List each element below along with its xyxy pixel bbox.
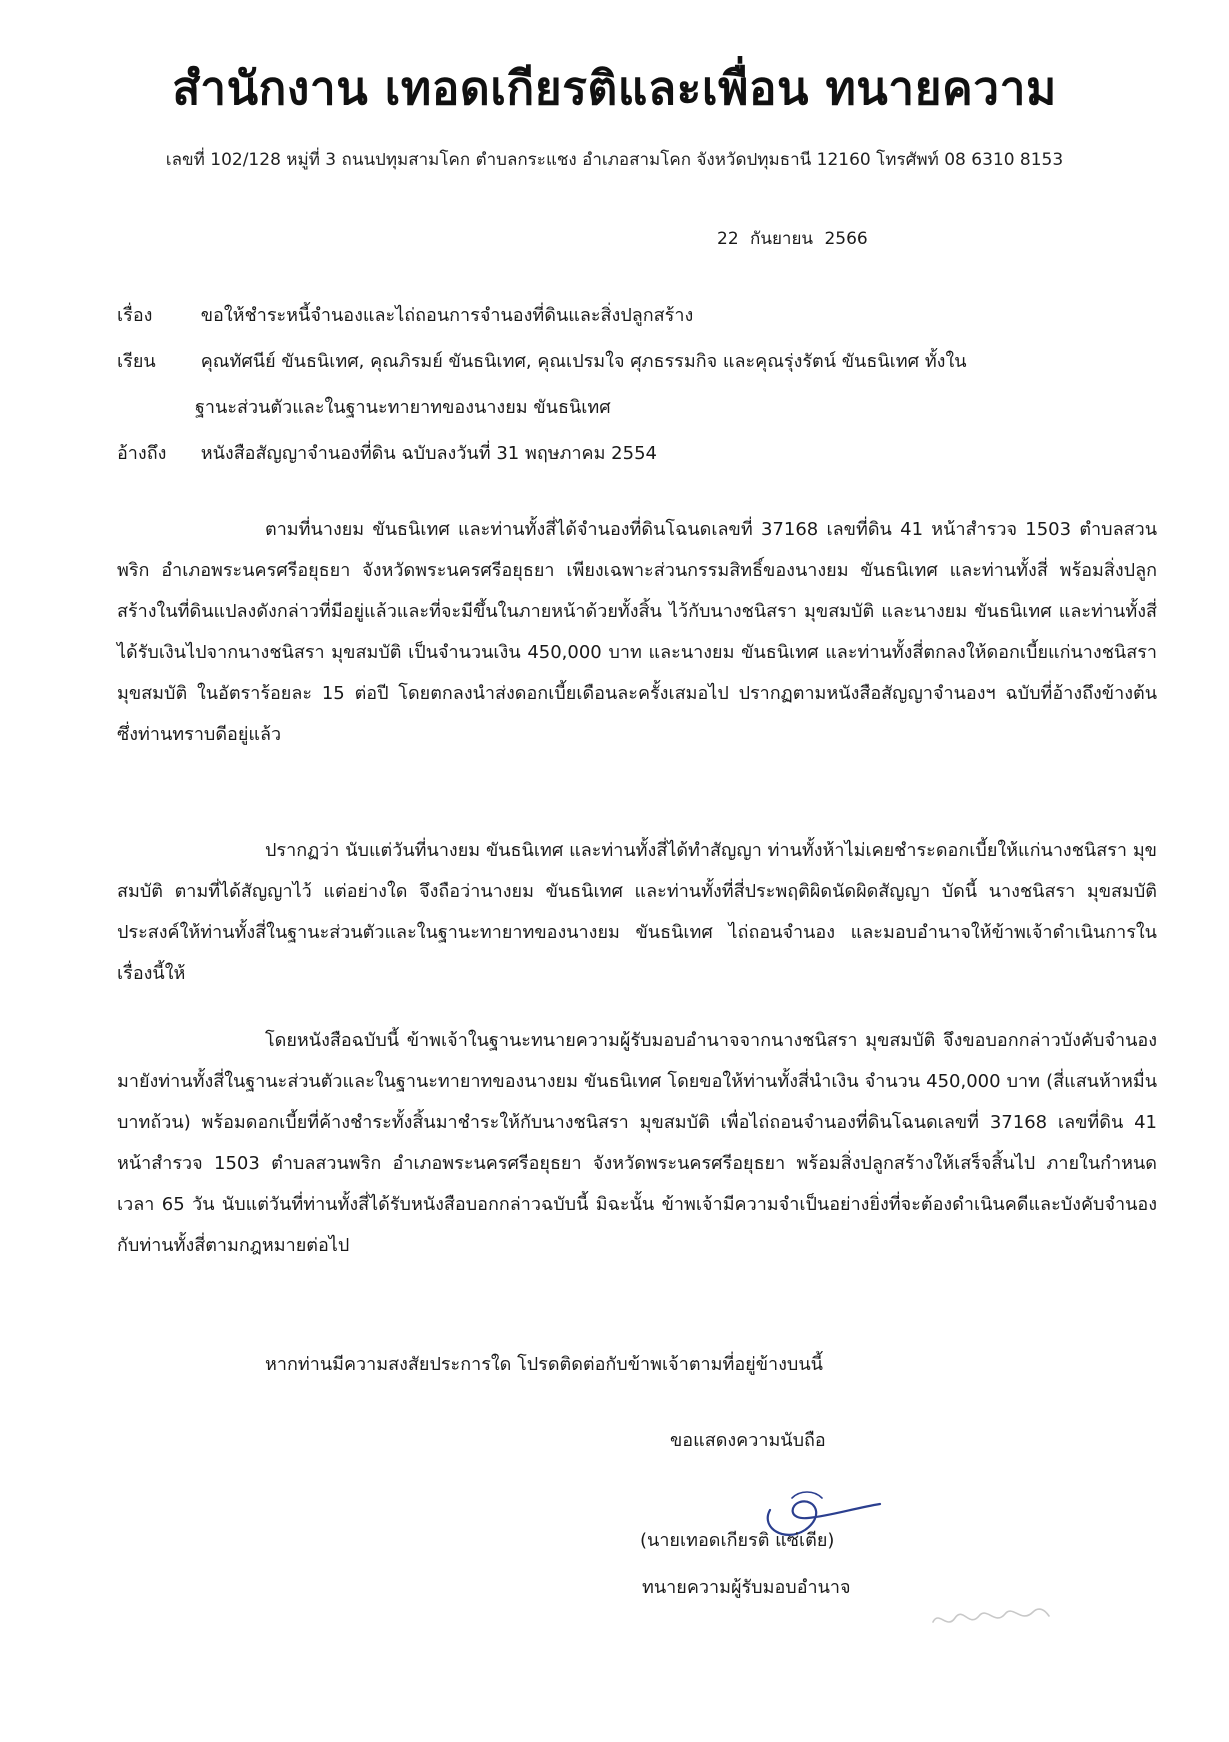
signer-name: (นายเทอดเกียรติ แซ่เตีย) [640, 1530, 835, 1551]
recipient-text-continued: ฐานะส่วนตัวและในฐานะทายาทของนางยม ขันธนิเทศ [195, 397, 611, 418]
closing-salutation: ขอแสดงความนับถือ [670, 1430, 826, 1451]
reference-label: อ้างถึง [117, 443, 167, 464]
body-paragraph-3 [117, 1020, 1157, 1266]
paragraph-text: ตามที่นางยม ขันธนิเทศ และท่านทั้งสี่ได้จำนองที่ดินโฉนดเลขที่ 37168 เลขที่ดิน 41 หน้าสำรวจ 1503 ตำบลสวนพริก อำเภอพระนครศรีอยุธยา จังหวัดพระนครศรีอยุธยา เพียงเฉพาะส่วนกรรมสิทธิ์ของนางยม ขันธนิเทศ และท่านทั้งสี่ พร้อมสิ่งปลูกสร้างในที่ดินแปลงดังกล่าวที่มีอยู่แล้วและที่จะมีขึ้นในภายหน้าด้วยทั้งสิ้น ไว้กับนางชนิสรา มุขสมบัติ และนางยม ขันธนิเทศ และท่านทั้งสี่ได้รับเงินไปจากนางชนิสรา มุขสมบัติ เป็นจำนวนเงิน 450,000 บาท และนางยม ขันธนิเทศ และท่านทั้งสี่ตกลงให้ดอกเบี้ยแก่นางชนิสรา มุขสมบัติ ในอัตราร้อยละ 15 ต่อปี โดยตกลงนำส่งดอกเบี้ยเดือนละครั้งเสมอไป ปรากฏตามหนังสือสัญญาจำนองฯ ฉบับที่อ้างถึงข้างต้น ซึ่งท่านทราบดีอยู่แล้ว [117, 519, 1157, 745]
subject-label: เรื่อง [117, 305, 153, 326]
reference-row [117, 442, 657, 466]
letterhead-title: สำนักงาน เทอดเกียรติและเพื่อน ทนายความ [172, 61, 1057, 115]
pencil-annotation-mark [925, 1590, 1055, 1640]
paragraph-text: หากท่านมีความสงสัยประการใด โปรดติดต่อกับข้าพเจ้าตามที่อยู่ข้างบนนี้ [265, 1354, 823, 1375]
recipient-label: เรียน [117, 351, 156, 372]
recipient-text: คุณทัศนีย์ ขันธนิเทศ, คุณภิรมย์ ขันธนิเทศ, คุณเปรมใจ ศุภธรรมกิจ และคุณรุ่งรัตน์ ขันธนิเทศ ทั้งใน [200, 351, 967, 372]
body-paragraph-1 [117, 509, 1157, 755]
paragraph-text: ปรากฏว่า นับแต่วันที่นางยม ขันธนิเทศ และท่านทั้งสี่ได้ทำสัญญา ท่านทั้งห้าไม่เคยชำระดอกเบี้ยให้แก่นางชนิสรา มุขสมบัติ ตามที่ได้สัญญาไว้ แต่อย่างใด จึงถือว่านางยม ขันธนิเทศ และท่านทั้งที่สี่ประพฤติผิดนัดผิดสัญญา บัดนี้ นางชนิสรา มุขสมบัติ ประสงค์ให้ท่านทั้งสี่ในฐานะส่วนตัวและในฐานะทายาทของนางยม ขันธนิเทศ ไถ่ถอนจำนอง และมอบอำนาจให้ข้าพเจ้าดำเนินการในเรื่องนี้ให้ [117, 840, 1157, 984]
letter-date: 22 กันยายน 2566 [717, 229, 868, 249]
subject-row [117, 304, 693, 328]
recipient-row [117, 350, 967, 374]
subject-text: ขอให้ชำระหนี้จำนองและไถ่ถอนการจำนองที่ดินและสิ่งปลูกสร้าง [200, 305, 694, 326]
body-paragraph-2 [117, 830, 1157, 994]
letterhead-address: เลขที่ 102/128 หมู่ที่ 3 ถนนปทุมสามโคก ตำบลกระแชง อำเภอสามโคก จังหวัดปทุมธานี 12160 โทรศัพท์ 08 6310 8153 [165, 150, 1064, 170]
signer-role: ทนายความผู้รับมอบอำนาจ [642, 1577, 851, 1598]
reference-text: หนังสือสัญญาจำนองที่ดิน ฉบับลงวันที่ 31 พฤษภาคม 2554 [200, 443, 657, 464]
body-paragraph-4 [117, 1344, 1157, 1385]
paragraph-text: โดยหนังสือฉบับนี้ ข้าพเจ้าในฐานะทนายความผู้รับมอบอำนาจจากนางชนิสรา มุขสมบัติ จึงขอบอกกล่าวบังคับจำนองมายังท่านทั้งสี่ในฐานะส่วนตัวและในฐานะทายาทของนางยม ขันธนิเทศ โดยขอให้ท่านทั้งสี่นำเงิน จำนวน 450,000 บาท (สี่แสนห้าหมื่นบาทถ้วน) พร้อมดอกเบี้ยที่ค้างชำระทั้งสิ้นมาชำระให้กับนางชนิสรา มุขสมบัติ เพื่อไถ่ถอนจำนองที่ดินโฉนดเลขที่ 37168 เลขที่ดิน 41 หน้าสำรวจ 1503 ตำบลสวนพริก อำเภอพระนครศรีอยุธยา จังหวัดพระนครศรีอยุธยา พร้อมสิ่งปลูกสร้างให้เสร็จสิ้นไป ภายในกำหนดเวลา 65 วัน นับแต่วันที่ท่านทั้งสี่ได้รับหนังสือบอกกล่าวฉบับนี้ มิฉะนั้น ข้าพเจ้ามีความจำเป็นอย่างยิ่งที่จะต้องดำเนินคดีและบังคับจำนองกับท่านทั้งสี่ตามกฎหมายต่อไป [117, 1030, 1157, 1256]
